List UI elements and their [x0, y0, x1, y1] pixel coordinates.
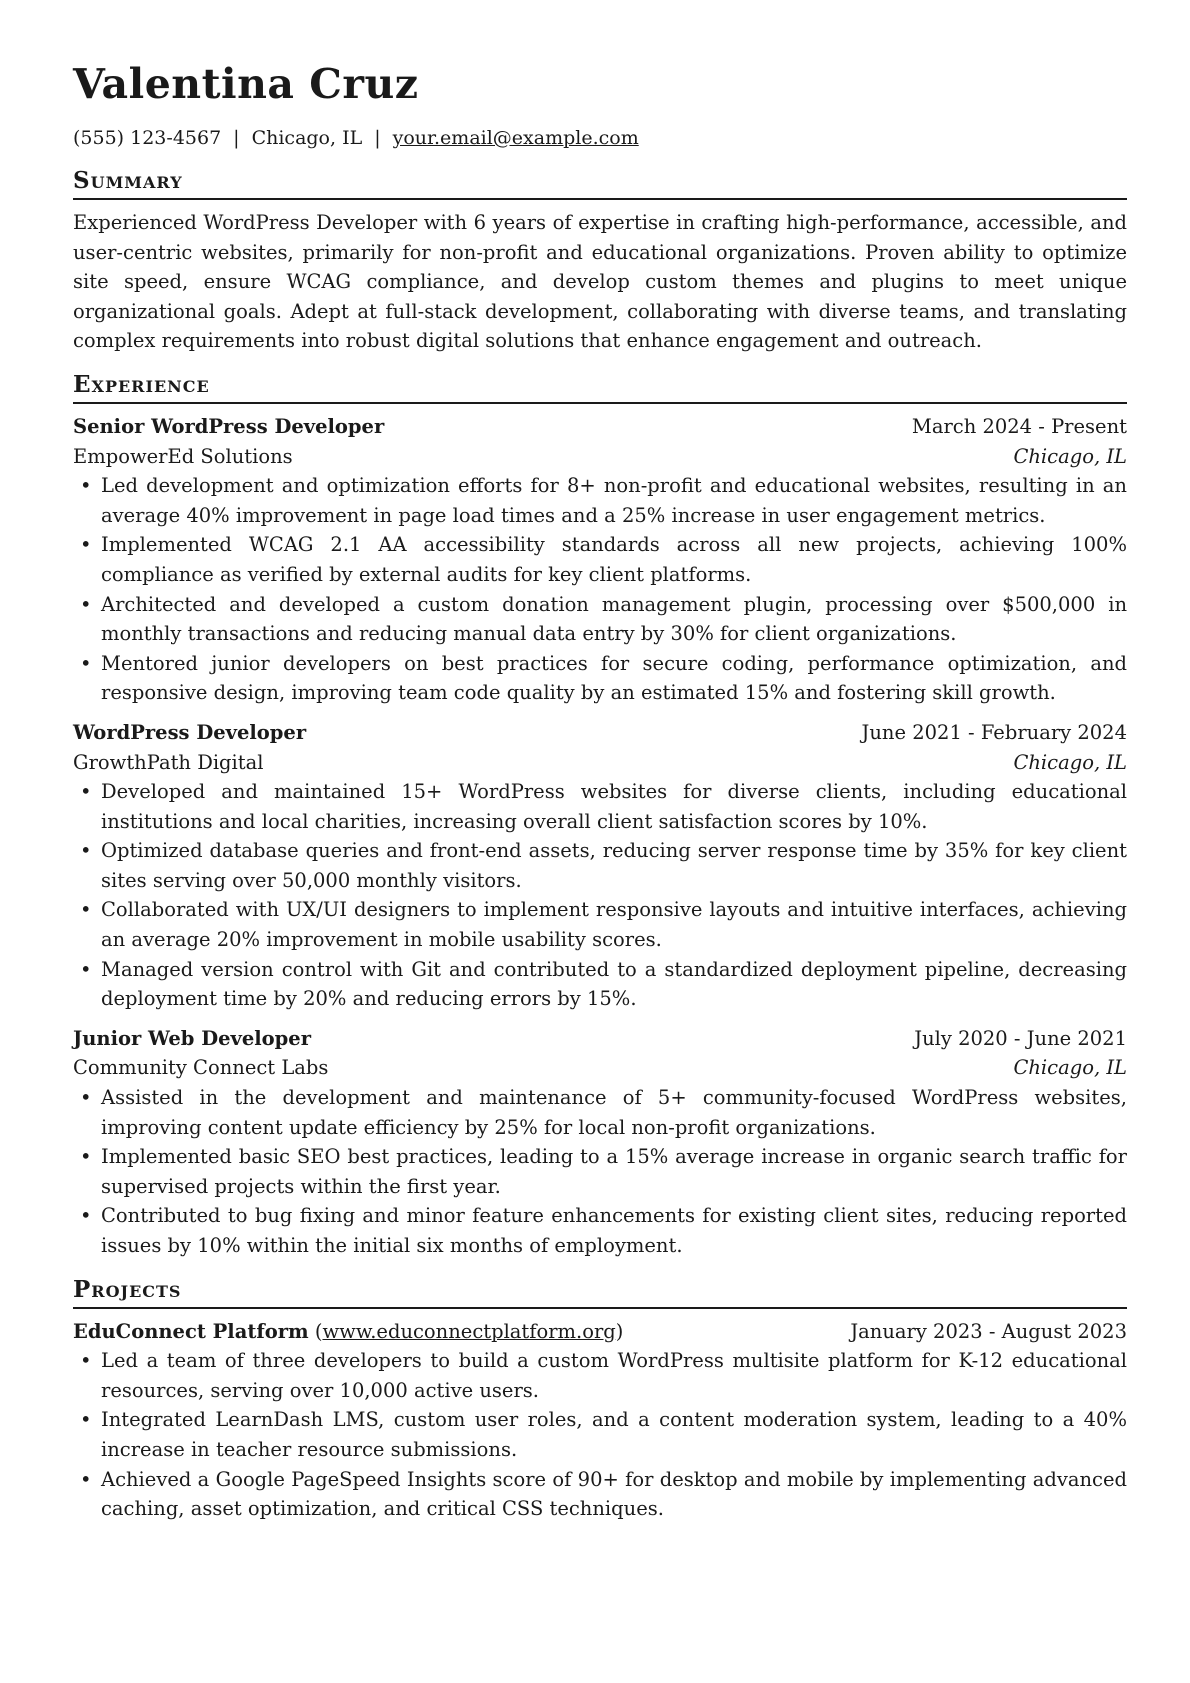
- experience-section: [73, 370, 1127, 1261]
- bullet-icon: •: [80, 957, 92, 981]
- role-subheader: [73, 748, 1127, 778]
- bullet-item: [73, 777, 1127, 836]
- job-dates: March 2024 - Present: [911, 414, 1127, 438]
- bullet-icon: •: [80, 592, 92, 616]
- role-header: [73, 1024, 1127, 1054]
- company-name: Community Connect Labs: [73, 1056, 329, 1080]
- bullet-text: Assisted in the development and maintenance of 5+ community-focused WordPress websites, improving content update efficiency by 25% for local non-profit organizations.: [101, 1086, 1127, 1139]
- bullet-text: Contributed to bug fixing and minor feature enhancements for existing client sites, reducing reported issues by 10% within the initial six months of employment.: [101, 1204, 1127, 1257]
- email-link[interactable]: your.email@example.com: [392, 127, 639, 149]
- bullet-text: Developed and maintained 15+ WordPress websites for diverse clients, including educational institutions and local charities, increasing overall client satisfaction scores by 10%.: [101, 780, 1127, 833]
- bullet-list: [73, 777, 1127, 1014]
- job-dates: June 2021 - February 2024: [861, 720, 1127, 744]
- project-entry: [73, 1317, 1127, 1524]
- bullet-item: [73, 471, 1127, 530]
- section-title-experience: Experience: [73, 370, 1127, 404]
- bullet-text: Led development and optimization efforts for 8+ non-profit and educational websites, resulting in an average 40% improvement in page load times and a 25% increase in user engagement metrics.: [101, 474, 1127, 527]
- bullet-item: [73, 836, 1127, 895]
- bullet-text: Optimized database queries and front-end assets, reducing server response time by 35% for key client sites serving over 50,000 monthly visitors.: [101, 839, 1127, 892]
- bullet-list: [73, 1346, 1127, 1524]
- bullet-item: [73, 1142, 1127, 1201]
- bullet-text: Achieved a Google PageSpeed Insights score of 90+ for desktop and mobile by implementing advanced caching, asset optimization, and critical CSS techniques.: [101, 1467, 1127, 1521]
- bullet-list: [73, 1083, 1127, 1261]
- phone-number: (555) 123-4567: [73, 127, 222, 149]
- bullet-icon: •: [80, 780, 92, 804]
- project-header: [73, 1317, 1127, 1347]
- bullet-item: [73, 1346, 1127, 1405]
- bullet-item: [73, 649, 1127, 708]
- section-title-summary: Summary: [73, 166, 1127, 200]
- job-dates: July 2020 - June 2021: [914, 1026, 1127, 1050]
- section-title-projects: Projects: [73, 1275, 1127, 1309]
- bullet-text: Implemented WCAG 2.1 AA accessibility standards across all new projects, achieving 100% compliance as verified by external audits for key client platforms.: [101, 533, 1127, 586]
- summary-text: Experienced WordPress Developer with 6 years of expertise in crafting high-performance, accessible, and user-centric websites, primarily for non-profit and educational organizations. Proven ability to optimize site speed, ensure WCAG compliance, and develop custom themes and plugins to meet unique organizational goals. Adept at full-stack development, collaborating with diverse teams, and translating complex requirements into robust digital solutions that enhance engagement and outreach.: [73, 211, 1127, 353]
- contact-separator: |: [374, 127, 381, 149]
- bullet-item: [73, 590, 1127, 649]
- bullet-icon: •: [80, 898, 92, 922]
- bullet-text: Integrated LearnDash LMS, custom user roles, and a content moderation system, leading to a 40% increase in teacher resource submissions.: [101, 1408, 1127, 1461]
- bullet-text: Led a team of three developers to build a custom WordPress multisite platform for K-12 educational resources, serving over 10,000 active users.: [101, 1349, 1127, 1402]
- bullet-icon: •: [80, 1204, 92, 1228]
- resume-page: [73, 58, 1127, 1534]
- job-location: Chicago, IL: [1013, 1056, 1127, 1080]
- bullet-text: Managed version control with Git and contributed to a standardized deployment pipeline, decreasing deployment time by 20% and reducing errors by 15%.: [101, 957, 1127, 1011]
- bullet-icon: •: [80, 1349, 92, 1373]
- bullet-icon: •: [80, 474, 92, 498]
- company-name: EmpowerEd Solutions: [73, 444, 293, 468]
- experience-entry: [73, 718, 1127, 1014]
- bullet-icon: •: [80, 1145, 92, 1169]
- project-url-link[interactable]: www.educonnectplatform.org: [322, 1319, 616, 1343]
- bullet-text: Collaborated with UX/UI designers to implement responsive layouts and intuitive interfaces, achieving an average 20% improvement in mobile usability scores.: [101, 898, 1127, 952]
- company-name: GrowthPath Digital: [73, 750, 264, 774]
- bullet-icon: •: [80, 651, 92, 675]
- bullet-item: [73, 895, 1127, 954]
- bullet-item: [73, 1465, 1127, 1524]
- job-title: Senior WordPress Developer: [73, 414, 385, 438]
- project-name: EduConnect Platform: [73, 1319, 309, 1343]
- job-location: Chicago, IL: [1013, 750, 1127, 774]
- job-title: WordPress Developer: [73, 720, 307, 744]
- summary-section: [73, 166, 1127, 356]
- candidate-name: Valentina Cruz: [73, 60, 419, 108]
- contact-separator: |: [233, 127, 240, 149]
- bullet-icon: •: [80, 533, 92, 557]
- contact-line: [73, 124, 1127, 152]
- job-title: Junior Web Developer: [73, 1026, 311, 1050]
- bullet-text: Architected and developed a custom donation management plugin, processing over $500,000 in monthly transactions and reducing manual data entry by 30% for client organizations.: [101, 592, 1127, 646]
- bullet-item: [73, 955, 1127, 1014]
- contact-location: Chicago, IL: [251, 127, 363, 149]
- bullet-item: [73, 1083, 1127, 1142]
- bullet-item: [73, 1405, 1127, 1464]
- project-title-line: EduConnect Platform (www.educonnectplatform.org): [73, 1319, 624, 1343]
- role-header: [73, 412, 1127, 442]
- bullet-icon: •: [80, 1086, 92, 1110]
- bullet-icon: •: [80, 839, 92, 863]
- bullet-icon: •: [80, 1408, 92, 1432]
- project-dates: January 2023 - August 2023: [850, 1319, 1127, 1343]
- bullet-item: [73, 530, 1127, 589]
- role-subheader: [73, 442, 1127, 472]
- role-subheader: [73, 1053, 1127, 1083]
- role-header: [73, 718, 1127, 748]
- bullet-text: Implemented basic SEO best practices, leading to a 15% average increase in organic search traffic for supervised projects within the first year.: [101, 1145, 1127, 1198]
- experience-entry: [73, 1024, 1127, 1261]
- job-location: Chicago, IL: [1013, 444, 1127, 468]
- bullet-icon: •: [80, 1467, 92, 1491]
- projects-section: [73, 1275, 1127, 1524]
- experience-entry: [73, 412, 1127, 708]
- bullet-item: [73, 1201, 1127, 1260]
- bullet-list: [73, 471, 1127, 708]
- bullet-text: Mentored junior developers on best practices for secure coding, performance optimization, and responsive design, improving team code quality by an estimated 15% and fostering skill growth.: [101, 651, 1127, 705]
